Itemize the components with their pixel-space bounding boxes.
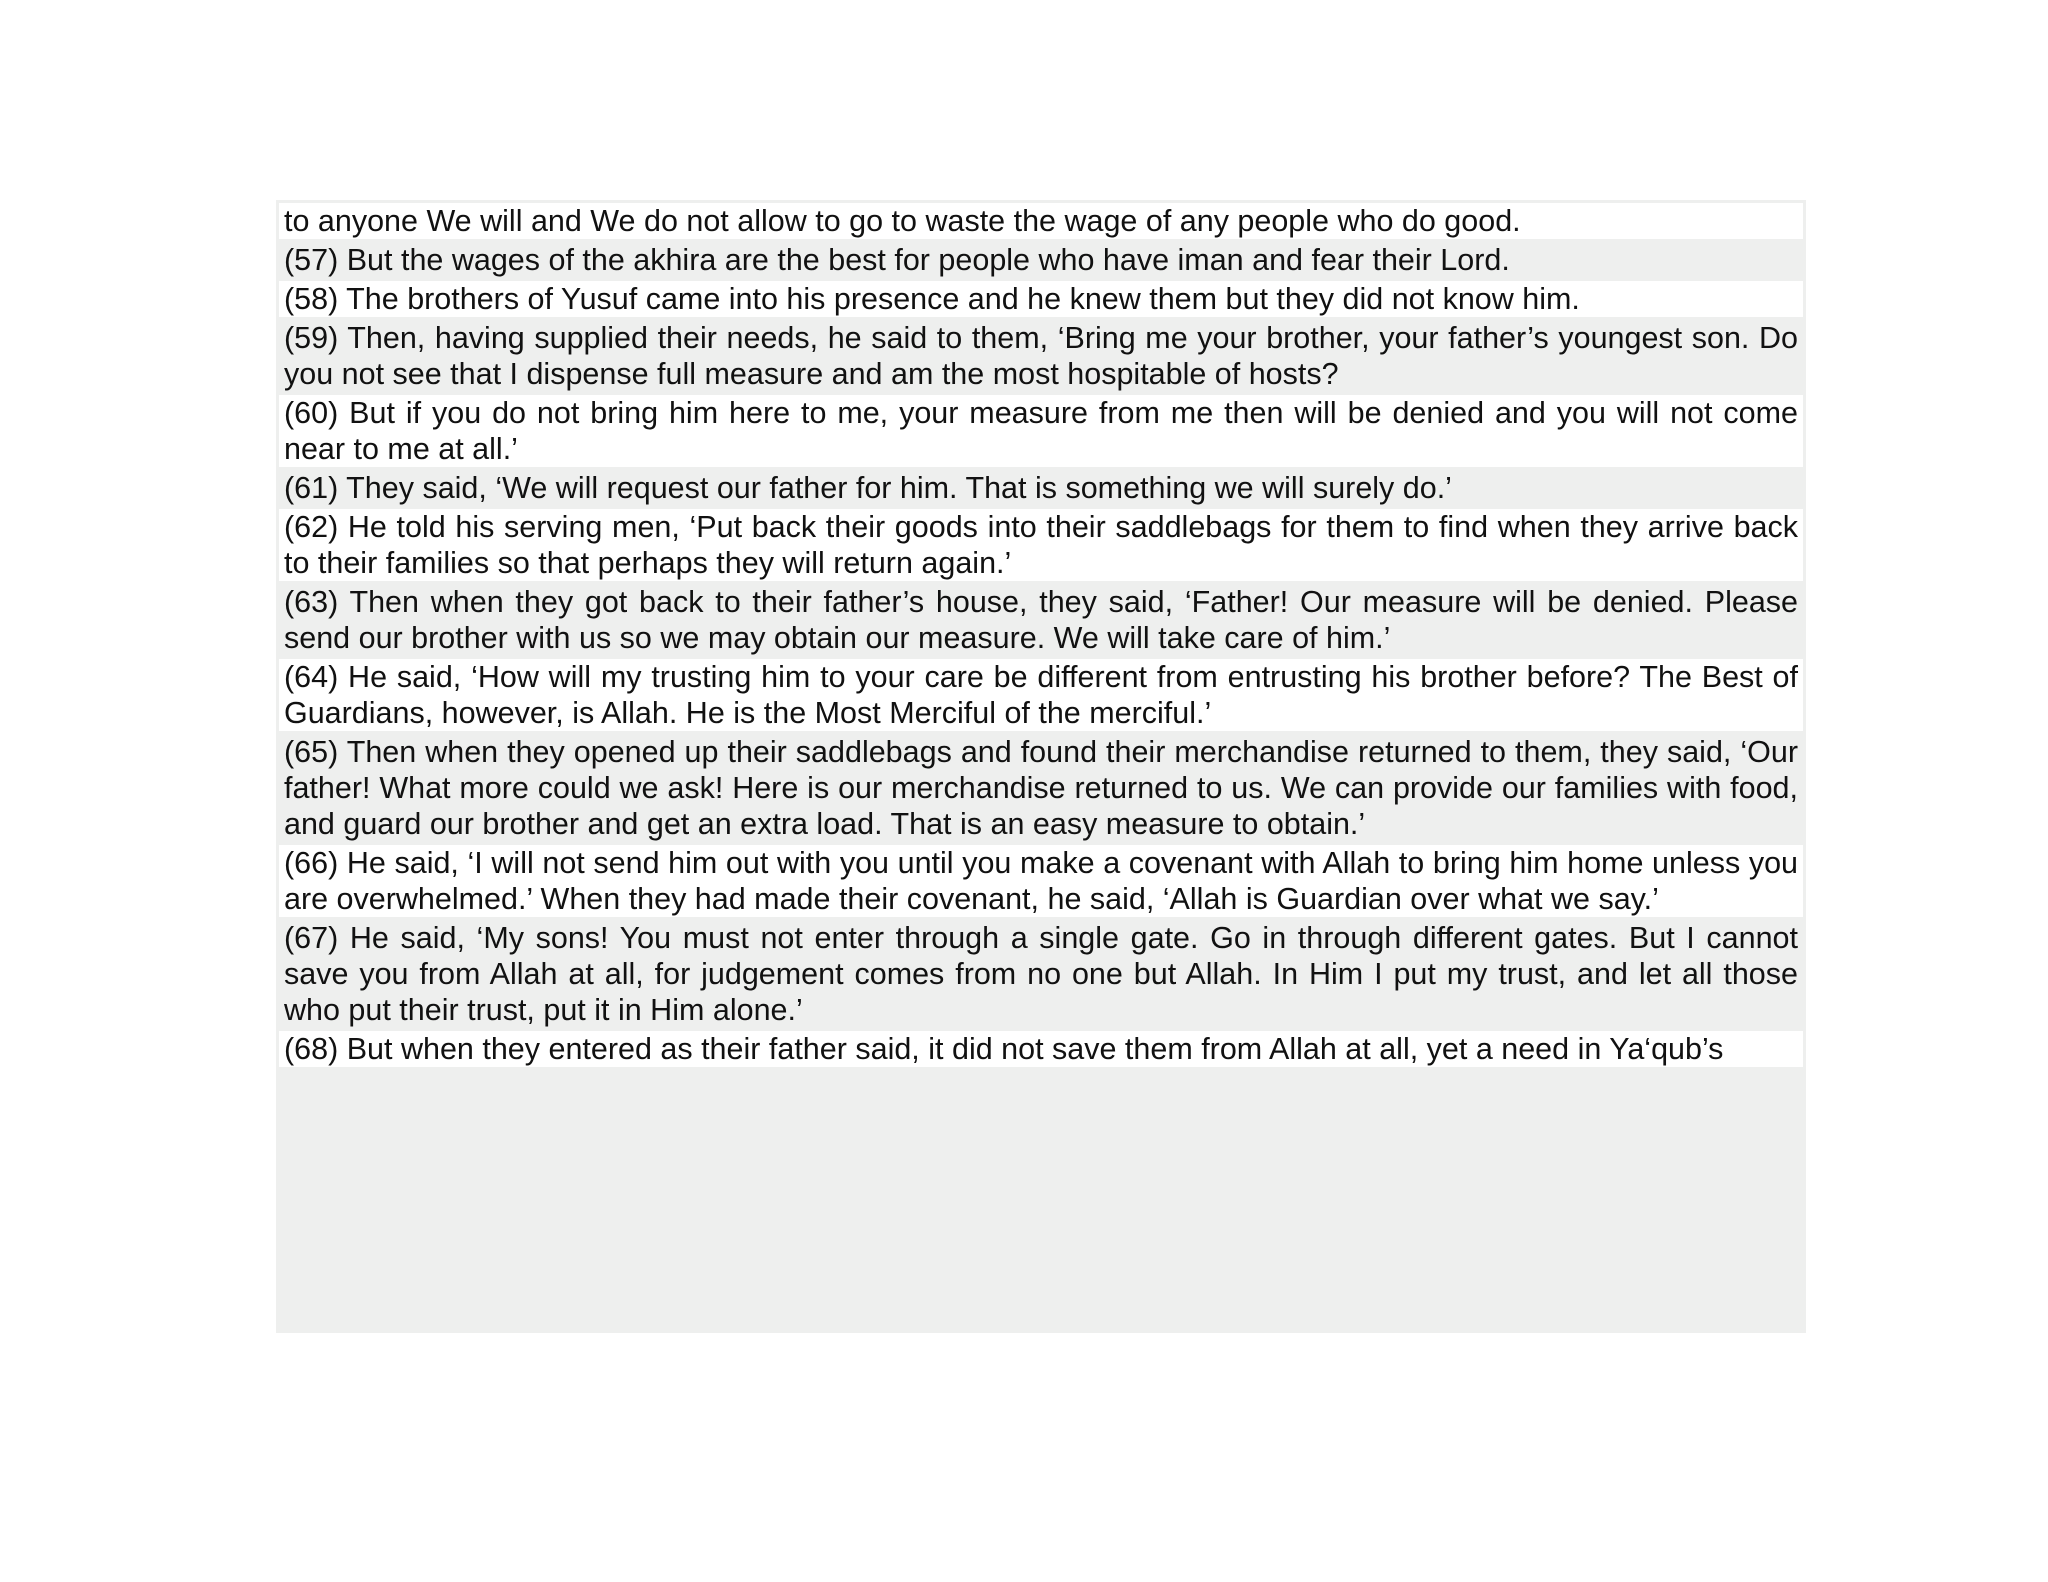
verse-row-65: (65) Then when they opened up their saddlebags and found their merchandise returned to them, they said, ‘Our father! What more could we ask! Here is our merchandise returned to us. We can provide our families with food, and guard our brother and get an extra load. That is an easy measure to obtain.’ (279, 734, 1803, 842)
verse-row-66: (66) He said, ‘I will not send him out with you until you make a covenant with Allah to bring him home unless you are overwhelmed.’ When they had made their covenant, he said, ‘Allah is Guardian over what we say.’ (279, 845, 1803, 917)
verse-row-63: (63) Then when they got back to their father’s house, they said, ‘Father! Our measure will be denied. Please send our brother with us so we may obtain our measure. We will take care of him.’ (279, 584, 1803, 656)
verse-row-68: (68) But when they entered as their father said, it did not save them from Allah at all, yet a need in Ya‘qub’s (279, 1031, 1803, 1067)
verse-row-62: (62) He told his serving men, ‘Put back their goods into their saddlebags for them to find when they arrive back to their families so that perhaps they will return again.’ (279, 509, 1803, 581)
verse-row-67: (67) He said, ‘My sons! You must not enter through a single gate. Go in through different gates. But I cannot save you from Allah at all, for judgement comes from no one but Allah. In Him I put my trust, and let all those who put their trust, put it in Him alone.’ (279, 920, 1803, 1028)
verse-row-56-continuation: to anyone We will and We do not allow to go to waste the wage of any people who do good. (279, 203, 1803, 239)
verse-text-panel (276, 200, 1806, 1333)
verse-row-60: (60) But if you do not bring him here to me, your measure from me then will be denied and you will not come near to me at all.’ (279, 395, 1803, 467)
verse-row-64: (64) He said, ‘How will my trusting him to your care be different from entrusting his brother before? The Best of Guardians, however, is Allah. He is the Most Merciful of the merciful.’ (279, 659, 1803, 731)
verse-row-58: (58) The brothers of Yusuf came into his presence and he knew them but they did not know him. (279, 281, 1803, 317)
verse-row-61: (61) They said, ‘We will request our father for him. That is something we will surely do.’ (279, 470, 1803, 506)
verse-row-59: (59) Then, having supplied their needs, he said to them, ‘Bring me your brother, your father’s youngest son. Do you not see that I dispense full measure and am the most hospitable of hosts? (279, 320, 1803, 392)
verse-row-57: (57) But the wages of the akhira are the best for people who have iman and fear their Lord. (279, 242, 1803, 278)
